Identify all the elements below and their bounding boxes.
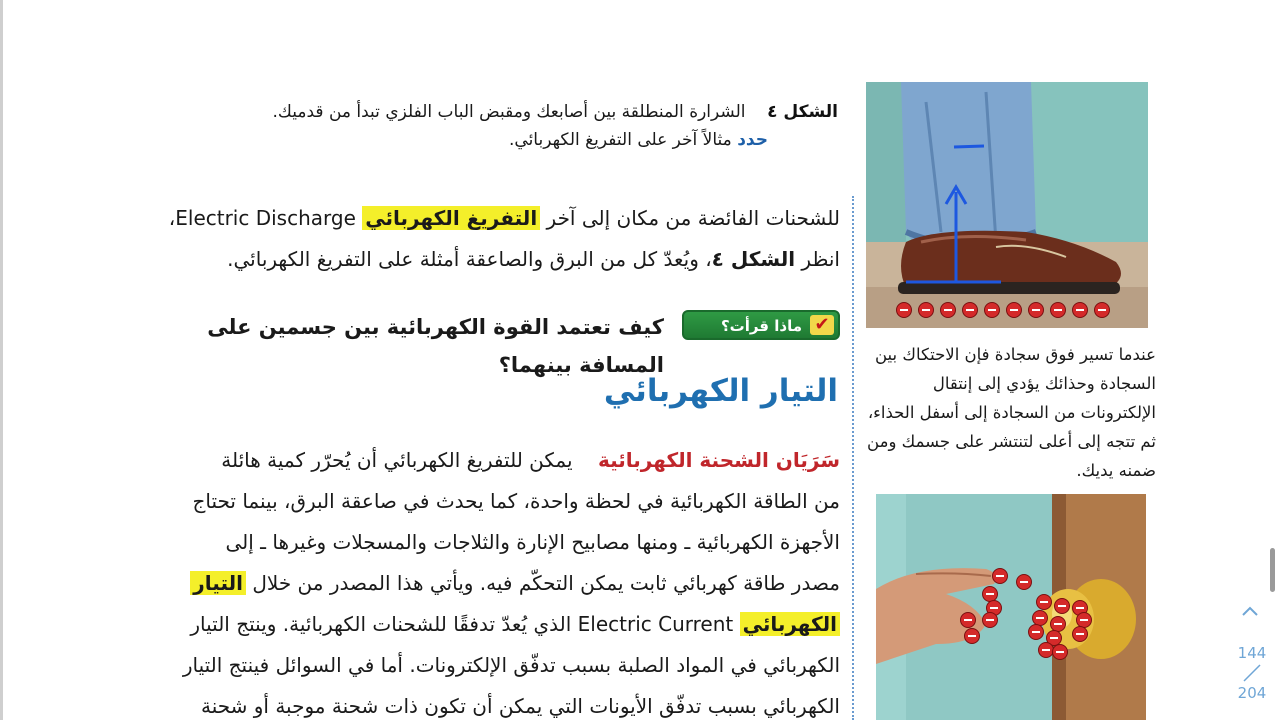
negative-charge-icon (1094, 302, 1110, 318)
term-electric-current-en: Electric Current (577, 612, 734, 636)
current-line-4: مصدر طاقة كهربائي ثابت يمكن التحكّم فيه. ويأتي هذا المصدر من خلال (252, 571, 840, 595)
column-separator (852, 196, 854, 720)
negative-charge-icon (964, 628, 980, 644)
negative-charge-icon (1050, 302, 1066, 318)
shoe-carpet-illustration (866, 82, 1148, 328)
scrollbar-thumb[interactable] (1270, 548, 1275, 592)
identify-prompt-text: مثالاً آخر على التفريغ الكهربائي. (509, 130, 732, 150)
figure-caption-text: الشرارة المنطلقة بين أصابعك ومقبض الباب الفلزي تبدأ من قدميك. (272, 102, 746, 122)
current-line-3: الأجهزة الكهربائية ـ ومنها مصابيح الإنارة والثلاجات والمسجلات وغيرها ـ إلى (225, 530, 840, 554)
negative-charge-icon (1072, 302, 1088, 318)
current-line-7: الكهربائي بسبب تدفّق الأيونات التي يمكن أن تكون ذات شحنة موجبة أو شحنة (200, 694, 840, 718)
negative-charge-icon (918, 302, 934, 318)
negative-charge-icon (896, 302, 912, 318)
negative-charge-icon (940, 302, 956, 318)
negative-charge-icon (1052, 644, 1068, 660)
negative-charge-icon (1028, 302, 1044, 318)
figure-label: الشكل ٤ (767, 102, 838, 122)
figure-caption (258, 98, 838, 154)
subhead-charge-flow: سَرَيَان الشحنة الكهربائية (597, 448, 840, 472)
current-line-5: الذي يُعدّ تدفقًا للشحنات الكهربائية. وينتج التيار (190, 612, 572, 636)
chevron-up-icon[interactable] (1238, 600, 1262, 624)
reading-check-badge-label: ماذا قرأت؟ (720, 317, 802, 335)
negative-charge-icon (992, 568, 1008, 584)
current-line-6: الكهربائي في المواد الصلبة بسبب تدفّق الإلكترونات. أما في السوائل فينتج التيار (182, 653, 840, 677)
term-electric-current-2: الكهربائي (740, 612, 840, 636)
negative-charge-icon (962, 302, 978, 318)
section-title: التيار الكهربائي (603, 373, 838, 409)
discharge-text-3: ، ويُعدّ كل من البرق والصاعقة أمثلة على التفريغ الكهربائي. (227, 247, 712, 271)
reading-check-badge (682, 310, 840, 340)
current-line-1: يمكن للتفريغ الكهربائي أن يُحرّر كمية هائلة (221, 448, 573, 472)
negative-charge-icon (984, 302, 1000, 318)
discharge-text-2: ، انظر (168, 206, 840, 271)
current-paragraph (150, 440, 840, 727)
side-caption: عندما تسير فوق سجادة فإن الاحتكاك بين السجادة وحذائك يؤدي إلى إنتقال الإلكترونات من السجادة إلى أسفل الحذاء، ثم تتجه إلى أعلى لتنتشر على جسمك ومن ضمنه يديك. (867, 345, 1156, 480)
negative-charge-icon (982, 612, 998, 628)
term-electric-current-1: التيار (190, 571, 246, 595)
discharge-paragraph (150, 198, 840, 280)
reading-check (150, 306, 840, 377)
hand-doorknob-illustration (876, 494, 1146, 720)
term-electric-discharge: التفريغ الكهربائي (362, 206, 540, 230)
page-left-border (0, 0, 3, 720)
negative-charge-icon (960, 612, 976, 628)
checkmark-icon: ✔ (810, 315, 834, 335)
page-divider (1240, 664, 1264, 682)
identify-prompt-word: حدد (737, 130, 768, 150)
current-page-number: 144 (1237, 644, 1267, 662)
negative-charge-icon (1016, 574, 1032, 590)
negative-charge-icon (1028, 624, 1044, 640)
figure-reference: الشكل ٤ (711, 247, 796, 271)
term-electric-discharge-en: Electric Discharge (175, 206, 356, 230)
discharge-text-1: للشحنات الفائضة من مكان إلى آخر (546, 206, 840, 230)
current-line-2: من الطاقة الكهربائية في لحظة واحدة، كما يحدث في صاعقة البرق، بينما تحتاج (192, 489, 840, 513)
negative-charge-icon (1054, 598, 1070, 614)
negative-charge-icon (1006, 302, 1022, 318)
total-pages-number: 204 (1237, 684, 1267, 702)
negative-charge-icon (1072, 626, 1088, 642)
charge-cluster (876, 494, 1146, 720)
negative-charge-icon (1036, 594, 1052, 610)
reading-check-question: كيف تعتمد القوة الكهربائية بين جسمين على المسافة بينهما؟ (207, 315, 664, 377)
charge-row (866, 300, 1148, 322)
